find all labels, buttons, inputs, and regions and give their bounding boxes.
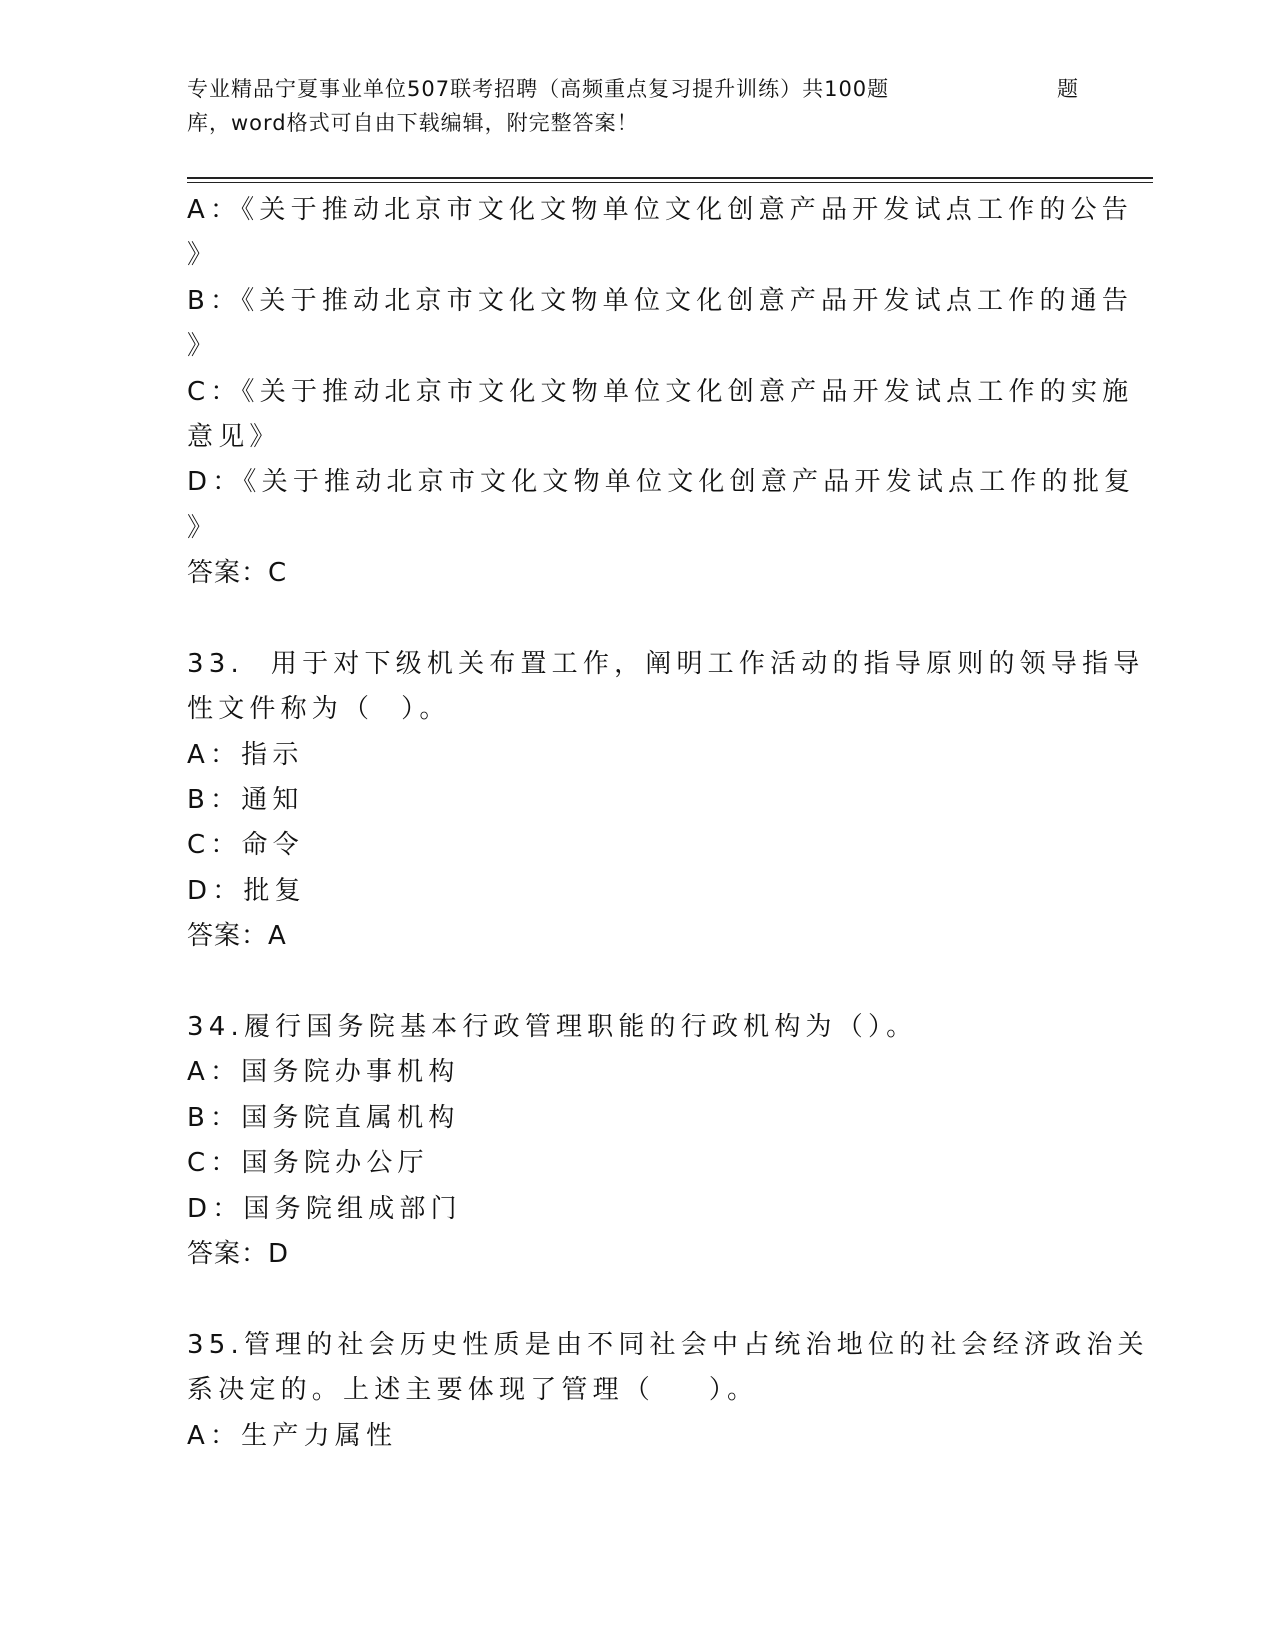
q34-option-c: C：国务院办公厅 <box>187 1148 429 1179</box>
q34-answer: 答案：D <box>187 1238 290 1269</box>
header-rule-thin <box>187 182 1153 183</box>
q35-option-a: A：生产力属性 <box>187 1420 398 1451</box>
page-header <box>187 72 1087 140</box>
header-title-tail: 题 <box>1057 77 1079 101</box>
q33-option-d: D：批复 <box>187 875 306 906</box>
q32-option-d-line-1: D：《关于推动北京市文化文物单位文化创意产品开发试点工作的批复 <box>187 467 1136 498</box>
q34-stem: 34.履行国务院基本行政管理职能的行政机构为（）。 <box>187 1012 918 1043</box>
q32-option-d-line-2: 》 <box>187 512 219 543</box>
spacer <box>187 597 1067 642</box>
q32-option-c-line-2: 意见》 <box>187 421 281 452</box>
header-rule-thick <box>187 177 1153 179</box>
q32-option-b-line-2: 》 <box>187 331 219 362</box>
q33-stem-line-2: 性文件称为（ ）。 <box>187 694 451 725</box>
q32-option-a-line-1: A：《关于推动北京市文化文物单位文化创意产品开发试点工作的公告 <box>187 195 1133 225</box>
header-line-2: 库，word格式可自由下载编辑，附完整答案！ <box>187 111 639 135</box>
q33-option-c: C：命令 <box>187 830 304 861</box>
q35-stem-line-1: 35.管理的社会历史性质是由不同社会中占统治地位的社会经济政治关 <box>187 1329 1149 1360</box>
q32-answer: 答案：C <box>187 558 288 589</box>
q32-option-a-line-2: 》 <box>187 240 219 271</box>
question-content <box>187 188 1149 1459</box>
q32-option-c-line-1: C：《关于推动北京市文化文物单位文化创意产品开发试点工作的实施 <box>187 376 1134 407</box>
q34-option-a: A：国务院办事机构 <box>187 1057 460 1088</box>
q32-option-b-line-1: B：《关于推动北京市文化文物单位文化创意产品开发试点工作的通告 <box>187 285 1134 316</box>
q33-stem-line-1: 33. 用于对下级机关布置工作，阐明工作活动的指导原则的领导指导 <box>187 648 1145 679</box>
q33-option-a: A：指示 <box>187 739 304 770</box>
q33-answer: 答案：A <box>187 921 287 952</box>
header-line-1 <box>187 72 1087 106</box>
q34-option-d: D：国务院组成部门 <box>187 1193 462 1224</box>
header-title-text: 专业精品宁夏事业单位507联考招聘（高频重点复习提升训练）共100题 <box>187 77 890 101</box>
q35-stem-line-2: 系决定的。上述主要体现了管理（ ）。 <box>187 1375 759 1406</box>
q33-option-b: B：通知 <box>187 785 304 816</box>
q34-option-b: B：国务院直属机构 <box>187 1102 460 1133</box>
spacer <box>187 960 1067 1005</box>
spacer <box>187 1277 1067 1322</box>
